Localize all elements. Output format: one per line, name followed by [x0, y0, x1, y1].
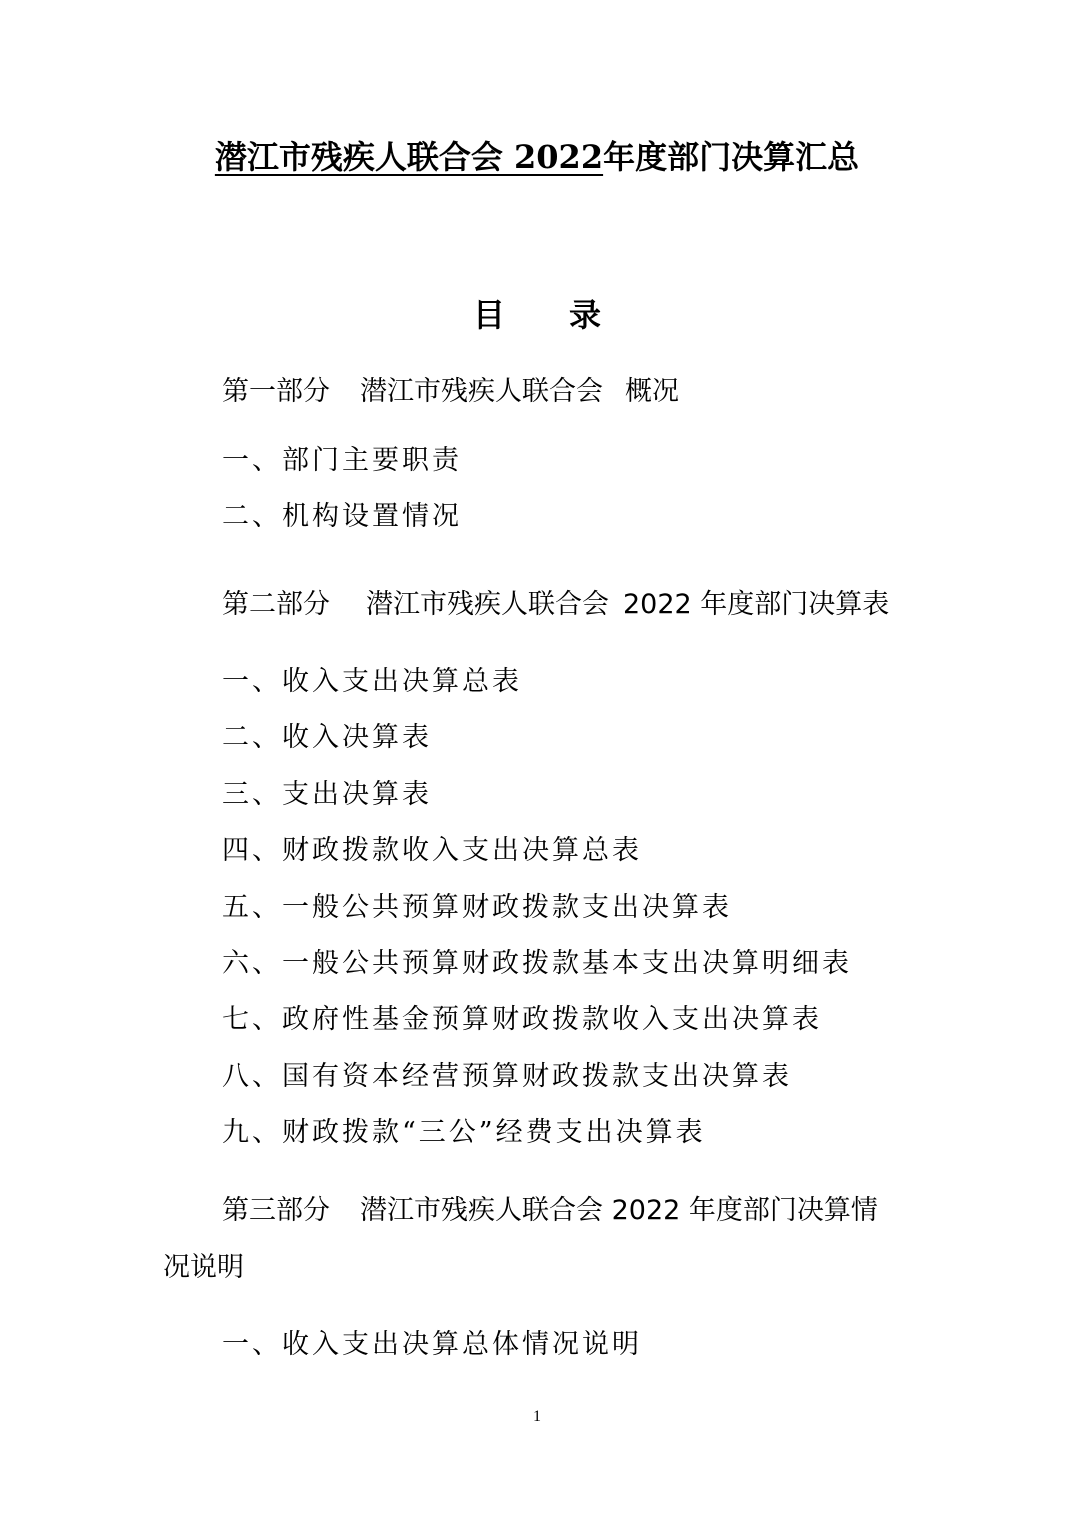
toc-item-part2-5: 五、一般公共预算财政拨款支出决算表 [222, 892, 732, 923]
document-title [0, 132, 1074, 178]
toc-heading-char-2: 录 [569, 296, 602, 334]
part2-label: 第二部分 [222, 589, 330, 620]
document-title-rest: 年度部门决算汇总 [603, 138, 860, 176]
toc-item-part2-1: 一、收入支出决算总表 [222, 666, 522, 697]
toc-item-part1-2: 二、机构设置情况 [222, 501, 462, 532]
toc-item-part2-8: 八、国有资本经营预算财政拨款支出决算表 [222, 1061, 792, 1092]
part2-name: 潜江市残疾人联合会 [366, 589, 609, 620]
part1-label: 第一部分 [222, 376, 330, 407]
toc-item-part2-7: 七、政府性基金预算财政拨款收入支出决算表 [222, 1004, 822, 1035]
part3-line1: 潜江市残疾人联合会 2022 年度部门决算情 [360, 1195, 878, 1226]
toc-item-part2-6: 六、一般公共预算财政拨款基本支出决算明细表 [222, 948, 852, 979]
toc-item-part2-3: 三、支出决算表 [222, 779, 432, 810]
part1-suffix: 概况 [625, 376, 679, 407]
toc-heading-char-1: 目 [472, 296, 505, 334]
part3-label: 第三部分 [222, 1195, 330, 1226]
toc-item-part2-4: 四、财政拨款收入支出决算总表 [222, 835, 642, 866]
part2-suffix: 2022 年度部门决算表 [623, 589, 890, 620]
page-number: 1 [533, 1408, 541, 1425]
part2-heading [222, 585, 889, 625]
toc-item-part2-2: 二、收入决算表 [222, 722, 432, 753]
part1-name: 潜江市残疾人联合会 [360, 376, 603, 407]
toc-item-part2-9: 九、财政拨款“三公”经费支出决算表 [222, 1117, 706, 1148]
part3-heading-continuation: 况说明 [163, 1252, 244, 1283]
part1-heading [222, 372, 679, 412]
toc-item-part1-1: 一、部门主要职责 [222, 445, 462, 476]
part3-heading [222, 1191, 878, 1231]
toc-item-part3-1: 一、收入支出决算总体情况说明 [222, 1329, 642, 1360]
document-title-underlined: 潜江市残疾人联合会 2022 [214, 138, 604, 176]
toc-heading [0, 290, 1074, 336]
